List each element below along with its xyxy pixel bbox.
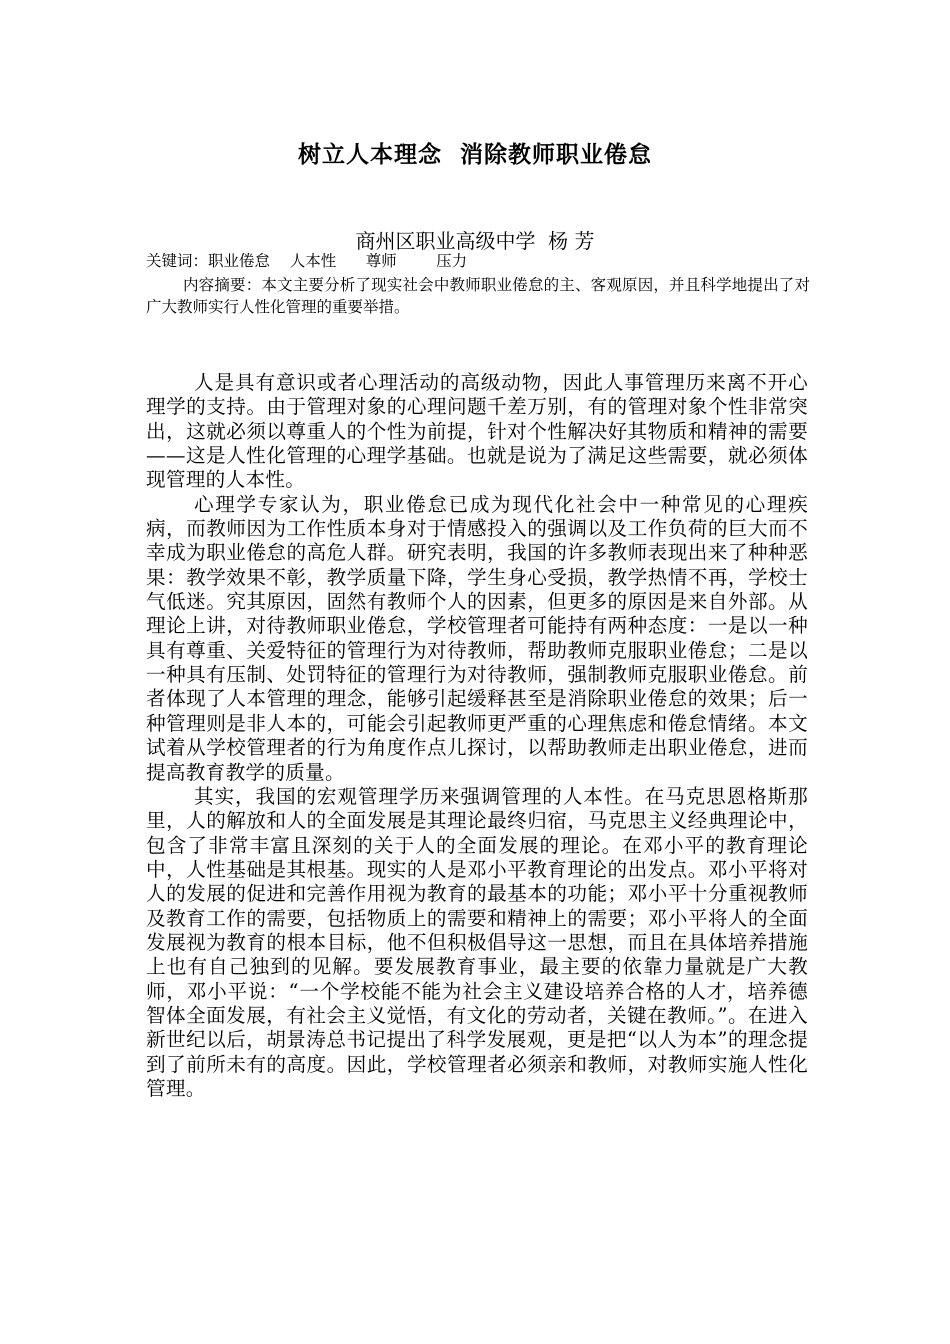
body-paragraph-2: 心理学专家认为，职业倦怠已成为现代化社会中一种常见的心理疾病，而教师因为工作性质本身对于情感投入的强调以及工作负荷的巨大而不幸成为职业倦怠的高危人群。研究表明，我国的许多教师表现出来了种种恶果：教学效果不彰，教学质量下降，学生身心受损，教学热情不再，学校士气低迷。究其原因，固然有教师个人的因素，但更多的原因是来自外部。从理论上讲，对待教师职业倦怠，学校管理者可能持有两种态度：一是以一种具有尊重、关爱特征的管理行为对待教师，帮助教师克服职业倦怠；二是以一种具有压制、处罚特征的管理行为对待教师，强制教师克服职业倦怠。前者体现了人本管理的理念，能够引起缓释甚至是消除职业倦怠的效果；后一种管理则是非人本的，可能会引起教师更严重的心理焦虑和倦怠情绪。本文试着从学校管理者的行为角度作点儿探讨，以帮助教师走出职业倦怠，进而提高教育教学的质量。 [146,492,808,784]
document-title: 树立人本理念 消除教师职业倦怠 [297,142,652,168]
body-paragraph-1: 人是具有意识或者心理活动的高级动物，因此人事管理历来离不开心理学的支持。由于管理对象的心理问题千差万别，有的管理对象个性非常突出，这就必须以尊重人的个性为前提，针对个性解决好其物质和精神的需要——这是人性化管理的心理学基础。也就是说为了满足这些需要，就必须体现管理的人本性。 [146,371,808,492]
author-line: 商州区职业高级中学 杨 芳 [355,229,595,253]
body-paragraph-3: 其实，我国的宏观管理学历来强调管理的人本性。在马克思恩格斯那里，人的解放和人的全面发展是其理论最终归宿，马克思主义经典理论中，包含了非常丰富且深刻的关于人的全面发展的理论。在邓小平的教育理论中，人性基础是其根基。现实的人是邓小平教育理论的出发点。邓小平将对人的发展的促进和完善作用视为教育的最基本的功能；邓小平十分重视教师及教育工作的需要，包括物质上的需要和精神上的需要；邓小平将人的全面发展视为教育的根本目标，他不但积极倡导这一思想，而且在具体培养措施上也有自己独到的见解。要发展教育事业，最主要的依靠力量就是广大教师，邓小平说：“一个学校能不能为社会主义建设培养合格的人才，培养德智体全面发展，有社会主义觉悟，有文化的劳动者，关键在教师。”。在进入新世纪以后，胡景涛总书记提出了科学发展观，更是把“以人为本”的理念提到了前所未有的高度。因此，学校管理者必须亲和教师，对教师实施人性化管理。 [146,784,808,1100]
abstract: 内容摘要：本文主要分析了现实社会中教师职业倦怠的主、客观原因，并且科学地提出了对广大教师实行人性化管理的重要举措。 [146,276,810,316]
keywords-line: 关键词：职业倦怠 人本性 尊师 压力 [146,252,468,270]
article-body [146,371,808,1101]
